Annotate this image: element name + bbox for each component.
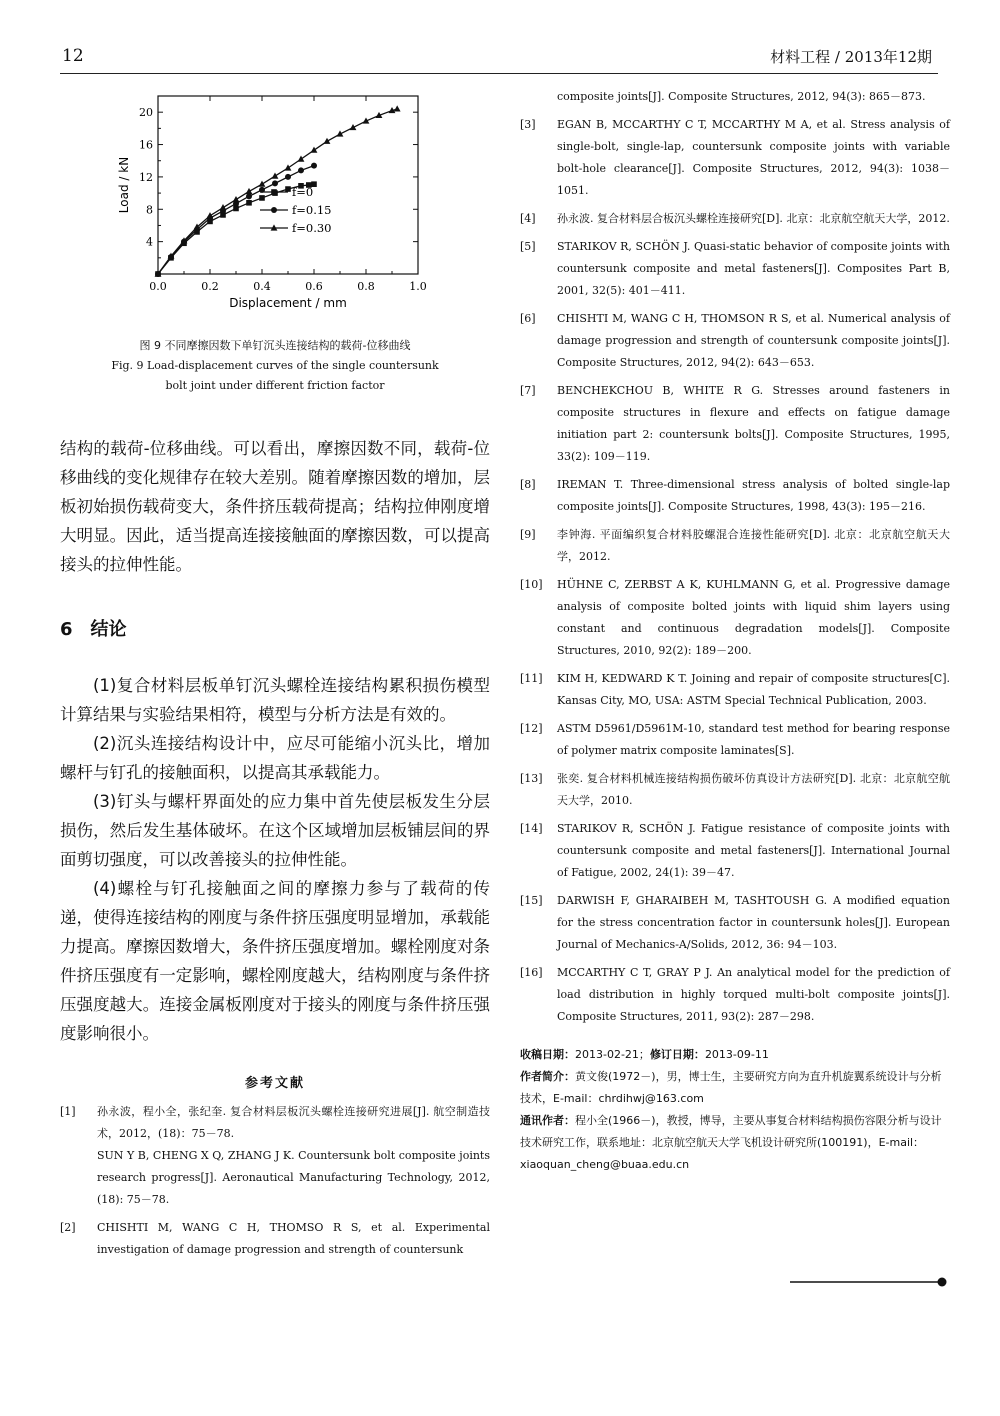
legend-marker [271,207,277,213]
contact-text: 程小全(1966－)，教授，博导，主要从事复合材料结构损伤容限分析与设计技术研究工作，联系地址：北京航空航天大学飞机设计研究所(100191)，E-mail：xiaoquan_cheng@buaa.edu.cn [520,1114,942,1171]
ref-number: [2] [60,1221,76,1234]
ref-number: [9] [520,528,536,541]
section-heading [60,615,490,641]
data-point-f=0.30 [246,188,253,194]
reference-2 [60,1217,490,1261]
body-paragraph: 结构的载荷-位移曲线。可以看出，摩擦因数不同，载荷-位移曲线的变化规律存在较大差别。随着摩擦因数的增加，层板初始损伤载荷变大，条件挤压载荷提高；结构拉伸刚度增大明显。因此，适当提高连接接触面的摩擦因数，可以提高接头的拉伸性能。 [60,439,490,574]
conclusion-3: (3)钉头与螺杆界面处的应力集中首先使层板发生分层损伤，然后发生基体破坏。在这个区域增加层板铺层间的界面剪切强度，可以改善接头的拉伸性能。 [60,792,490,869]
legend-label: f=0.15 [292,203,332,217]
conclusions [60,671,490,1048]
reference-2-continued [520,86,950,108]
reference-9 [520,524,950,568]
ref-text: 孙永波，程小全，张纪奎. 复合材料层板沉头螺栓连接研究进展[J]. 航空制造技术，2012，(18)：75－78. [97,1105,490,1140]
ref-number: [8] [520,478,536,491]
figure-9 [60,80,490,334]
ref-number: [6] [520,312,536,325]
reference-12 [520,718,950,762]
conclusion-1: (1)复合材料层板单钉沉头螺栓连接结构累积损伤模型计算结果与实验结果相符，模型与分析方法是有效的。 [60,676,490,724]
legend-marker [271,189,277,195]
ref-text: MCCARTHY C T, GRAY P J. An analytical model for the prediction of load distribution in highly torqued multi-bolt composite joints[J]. Composite Structures, 2011, 93(2): 287－298. [557,966,950,1023]
data-point-f=0.30 [324,138,331,144]
data-point-f=0 [285,186,291,192]
ref-number: [3] [520,118,536,131]
ref-number: [12] [520,722,543,735]
reference-11 [520,668,950,712]
y-tick-label: 12 [139,170,153,184]
references-title: 参考文献 [244,1076,305,1091]
ref-text: STARIKOV R, SCHÖN J. Quasi-static behavior of composite joints with countersunk composite and metal fasteners[J]. Composites Part B, 2001, 32(5): 401－411. [557,240,950,297]
article-metadata [520,1044,950,1176]
figure-caption [60,336,490,396]
ref-text: 张奕. 复合材料机械连接结构损伤破坏仿真设计方法研究[D]. 北京：北京航空航天大学，2010. [557,772,950,807]
dates-line [520,1044,950,1066]
contact-label: 通讯作者： [520,1114,575,1127]
x-tick-label: 0.4 [253,280,271,293]
caption-cn: 图 9 不同摩擦因数下单钉沉头连接结构的载荷-位移曲线 [139,339,411,352]
author-label: 作者简介： [520,1070,575,1083]
data-point-f=0 [259,195,265,201]
reference-4 [520,208,950,230]
page-number: 12 [62,46,84,66]
ref-text: 孙永波. 复合材料层合板沉头螺栓连接研究[D]. 北京：北京航空航天大学，2012. [557,212,950,225]
reference-8 [520,474,950,518]
ref-number: [15] [520,894,543,907]
data-point-f=0.30 [259,181,266,187]
data-point-f=0.30 [220,204,227,210]
reference-5 [520,236,950,302]
data-point-f=0.30 [285,164,292,170]
reference-10 [520,574,950,662]
y-axis-label: Load / kN [117,156,131,214]
ref-number: [16] [520,966,543,979]
contact-info [520,1110,950,1176]
data-point-f=0.15 [259,187,265,193]
y-tick-label: 4 [146,235,153,249]
data-point-f=0.30 [311,147,318,153]
section-number: 6 [60,619,73,640]
y-tick-label: 16 [139,138,153,152]
ref-number: [7] [520,384,536,397]
ref-number: [5] [520,240,536,253]
ref-text: HÜHNE C, ZERBST A K, KUHLMANN G, et al. Progressive damage analysis of composite bolted joints with liquid shim layers using constant and continuous degradation models[J]. Composite Structures, 2010, 92(2): 189－200. [557,578,950,657]
ref-number: [14] [520,822,543,835]
x-tick-label: 0.2 [201,280,219,293]
ref-text: 李钟海. 平面编织复合材料胶螺混合连接性能研究[D]. 北京：北京航空航天大学，2012. [557,528,950,563]
ref-text: ASTM D5961/D5961M-10, standard test method for bearing response of polymer matrix composite laminates[S]. [557,722,950,757]
section-title: 结论 [90,619,127,640]
data-point-f=0 [246,200,252,206]
received-date: 2013-02-21； [575,1048,650,1061]
ref-text: IREMAN T. Three-dimensional stress analysis of bolted single-lap composite joints[J]. Composite Structures, 1998, 43(3): 195－216. [557,478,950,513]
data-point-f=0.15 [285,174,291,180]
author-text: 黄文俊(1972－)，男，博士生，主要研究方向为直升机旋翼系统设计与分析技术，E-mail：chrdihwj@163.com [520,1070,942,1105]
ref-text: EGAN B, MCCARTHY C T, MCCARTHY M A, et al. Stress analysis of single-bolt, single-lap, countersunk composite joints with variable bolt-hole clearance[J]. Composite Structures, 2012, 94(3): 1038－1051. [557,118,950,197]
ref-text: DARWISH F, GHARAIBEH M, TASHTOUSH G. A modified equation for the stress concentration factor in countersunk holes[J]. European Journal of Mechanics-A/Solids, 2012, 36: 94－103. [557,894,950,951]
legend-label: f=0 [292,185,314,199]
data-point-f=0.15 [272,180,278,186]
ref-number: [1] [60,1105,76,1118]
legend-label: f=0.30 [292,221,332,235]
ref-number: [11] [520,672,543,685]
data-point-f=0.15 [311,163,317,169]
data-point-f=0.30 [207,212,214,218]
x-tick-label: 1.0 [409,280,427,293]
ref-text: CHISHTI M, WANG C H, THOMSO R S, et al. Experimental investigation of damage progression and strength of countersunk [97,1221,490,1256]
reference-1 [60,1101,490,1211]
ref-number: [10] [520,578,543,591]
journal-header: 材料工程 / 2013年12期 [770,48,932,66]
reference-16 [520,962,950,1028]
reference-15 [520,890,950,956]
reference-6 [520,308,950,374]
reference-3 [520,114,950,202]
data-point-f=0.15 [246,193,252,199]
data-point-f=0.30 [298,156,305,162]
end-mark [790,1276,948,1288]
caption-en-1: Fig. 9 Load-displacement curves of the single countersunk [111,359,439,372]
reference-7 [520,380,950,468]
conclusion-2: (2)沉头连接结构设计中，应尽可能缩小沉头比，增加螺杆与钉孔的接触面积，以提高其承载能力。 [60,734,490,782]
ref-text-en: SUN Y B, CHENG X Q, ZHANG J K. Countersunk bolt composite joints research progress[J]. Aeronautical Manufacturing Technology, 2012, (18): 75－78. [97,1149,490,1206]
y-tick-label: 20 [139,106,153,120]
x-axis-label: Displacement / mm [229,296,347,310]
ref-text: KIM H, KEDWARD K T. Joining and repair of composite structures[C]. Kansas City, MO, USA: ASTM Special Technical Publication, 2003. [557,672,950,707]
plot-frame [158,96,418,274]
ref-text: CHISHTI M, WANG C H, THOMSON R S, et al. Numerical analysis of damage progression and strength of countersunk composite joints[J]. Composite Structures, 2012, 94(2): 643－653. [557,312,950,369]
reference-14 [520,818,950,884]
y-tick-label: 8 [146,203,153,217]
reference-13 [520,768,950,812]
revised-date: 2013-09-11 [704,1048,769,1061]
received-label: 收稿日期： [520,1048,575,1061]
x-tick-label: 0.6 [305,280,323,293]
ref-number: [4] [520,212,536,225]
caption-en-2: bolt joint under different friction factor [165,379,385,392]
ref-text: composite joints[J]. Composite Structures, 2012, 94(3): 865－873. [557,90,926,103]
series-line-f=0.15 [158,166,314,274]
ref-number: [13] [520,772,543,785]
ref-text: BENCHEKCHOU B, WHITE R G. Stresses around fasteners in composite structures in flexure and effects on fatigue damage initiation part 2: countersunk bolts[J]. Composite Structures, 1995, 33(2): 109－119. [557,384,950,463]
revised-label: 修订日期： [649,1048,705,1061]
data-point-f=0.30 [394,105,401,111]
header-rule [60,73,938,74]
x-tick-label: 0.0 [149,280,167,293]
conclusion-4: (4)螺栓与钉孔接触面之间的摩擦力参与了载荷的传递，使得连接结构的刚度与条件挤压强度明显增加，承载能力提高。摩擦因数增大，条件挤压强度增加。螺栓刚度对条件挤压强度有一定影响，螺栓刚度越大，结构刚度与条件挤压强度越大。连接金属板刚度对于接头的刚度与条件挤压强度影响很小。 [60,879,490,1043]
load-displacement-chart [100,80,430,334]
author-info [520,1066,950,1110]
data-point-f=0.30 [272,173,279,179]
data-point-f=0.30 [233,196,240,202]
right-column [520,86,950,1176]
ref-text: STARIKOV R, SCHÖN J. Fatigue resistance of composite joints with countersunk composite and metal fasteners[J]. International Journal of Fatigue, 2002, 24(1): 39－47. [557,822,950,879]
x-tick-label: 0.8 [357,280,375,293]
data-point-f=0.15 [298,167,304,173]
left-column [60,80,490,1267]
